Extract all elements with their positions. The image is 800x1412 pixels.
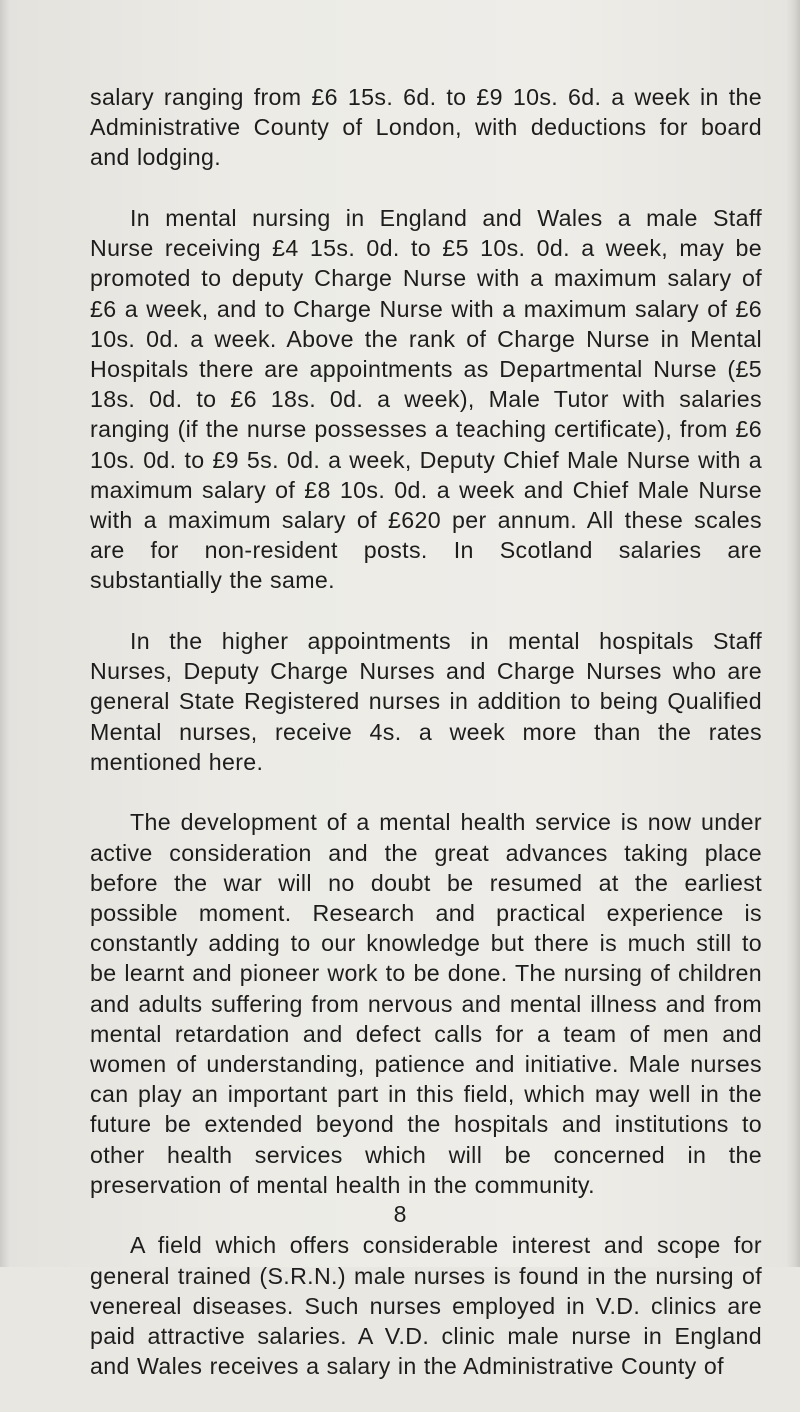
paragraph-mental-nursing-salaries: In mental nursing in England and Wales a male Staff Nurse receiving £4 15s. 0d. to £5 10s. 0d. a week, may be promoted to deputy Charge Nurse with a maximum salary of £6 a week, and to Charge Nurse with a maximum salary of £6 10s. 0d. a week. Above the rank of Charge Nurse in Mental Hospitals there are appointments as Departmental Nurse (£5 18s. 0d. to £6 18s. 0d. a week), Male Tutor with salaries ranging (if the nurse possesses a teaching certificate), from £6 10s. 0d. to £9 5s. 0d. a week, Deputy Chief Male Nurse with a maximum salary of £8 10s. 0d. a week and Chief Male Nurse with a maximum salary of £620 per annum. All these scales are for non-resident posts. In Scotland salaries are substantially the same. xyxy=(90,205,762,594)
paragraph-continued-salary: salary ranging from £6 15s. 6d. to £9 10s. 6d. a week in the Administrative County of London, with deductions for board and lodging. xyxy=(90,84,762,171)
page-number: 8 xyxy=(393,1201,407,1227)
page-shadow-right xyxy=(786,0,800,1267)
page-shadow-left xyxy=(0,0,10,1267)
paragraph-higher-appointments: In the higher appointments in mental hospitals Staff Nurses, Deputy Charge Nurses and Charge Nurses who are general State Registered nurses in addition to being Qualified Mental nurses, receive 4s. a week more than the rates mentioned here. xyxy=(90,628,762,775)
paragraph-mental-health-service: The development of a mental health service is now under active consideration and the great advances taking place before the war will no doubt be resumed at the earliest possible moment. Research and practical experience is constantly adding to our knowledge but there is much still to be learnt and pioneer work to be done. The nursing of children and adults suffering from nervous and mental illness and from mental retardation and defect calls for a team of men and women of understanding, patience and initiative. Male nurses can play an important part in this field, which may well in the future be extended beyond the hospitals and institutions to other health services which will be concerned in the preservation of mental health in the community. xyxy=(90,809,762,1198)
paragraph-venereal-diseases: A field which offers considerable interest and scope for general trained (S.R.N.) male nurses is found in the nursing of venereal diseases. Such nurses employed in V.D. clinics are paid attractive salaries. A V.D. clinic male nurse in England and Wales receives a salary in the Administrative County of xyxy=(90,1232,762,1380)
